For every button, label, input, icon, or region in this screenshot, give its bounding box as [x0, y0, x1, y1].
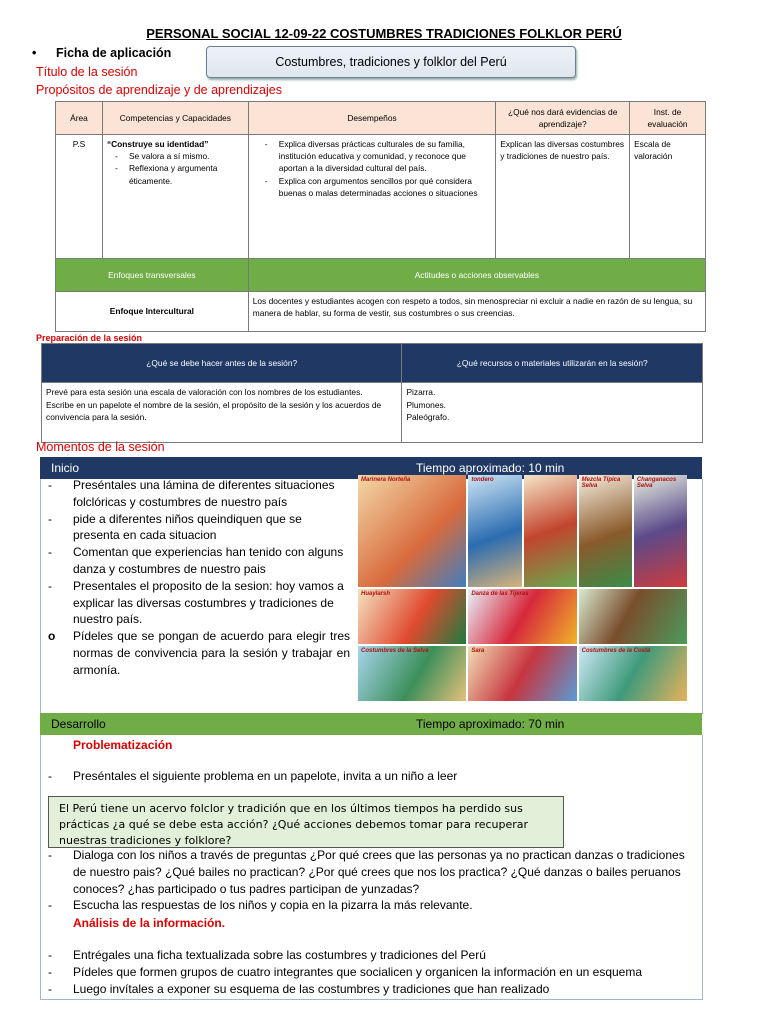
preparation-table: [41, 343, 703, 443]
bullet-icon: •: [32, 46, 37, 60]
desarrollo-bar: [40, 713, 702, 735]
list-item: - Preséntales el siguiente problema en un papelote, invita a un niño a leer: [48, 769, 458, 783]
collage-tile: Danza de las Tijeras: [468, 589, 576, 644]
material-item: Paleógrafo.: [406, 412, 450, 423]
table-row: [42, 383, 703, 443]
session-title-label: Título de la sesión: [36, 65, 138, 79]
list-item: - Comentan que experiencias han tenido con alguns danza y costumbres de nuestro pais: [48, 545, 344, 576]
list-item: - Presentales el proposito de la sesion: hoy vamos a explicar las diversas costumbres y tradiciones de nuestro país.: [48, 578, 344, 627]
analysis-list: [40, 947, 692, 997]
collage-tile: Huaylarsh: [358, 589, 466, 644]
document-title: PERSONAL SOCIAL 12-09-22 COSTUMBRES TRADICIONES FOLKLOR PERÚ: [146, 26, 622, 41]
header-cell: ¿Qué se debe hacer antes de la sesión?: [42, 344, 402, 383]
collage-tile: Mezcla Típica Selva: [579, 475, 632, 587]
bullet-line: [32, 46, 171, 60]
header-cell: Área: [56, 102, 103, 135]
header-cell: ¿Qué nos dará evidencias de aprendizaje?: [496, 102, 630, 135]
performance-item: - Explica diversas prácticas culturales de su familia, institución educativa y comunidad, y reconoce que aportan a la diversidad cultural del país.: [279, 138, 492, 175]
list-item: - Dialoga con los niños a través de preguntas ¿Por qué crees que las personas ya no practican danzas o tradiciones de nuestro pais? ¿Qué bailes no practican? ¿Por qué crees que nos los practica? ¿Qué danzas o bailes peruanos conoces? ¿has participado o tus padres participan de yunzadas?: [48, 848, 685, 896]
header-cell: ¿Qué recursos o materiales utilizarán en la sesión?: [402, 344, 703, 383]
competence-cell: [102, 135, 248, 259]
performance-cell: [248, 135, 496, 259]
list-item: - Escucha las respuestas de los niños y copia en la pizarra la más relevante.: [48, 898, 473, 913]
before-item: Prevé para esta sesión una escala de valoración con los nombres de los estudiantes.: [46, 387, 363, 397]
header-cell: Competencias y Capacidades: [102, 102, 248, 135]
list-item: - Luego invítales a exponer su esquema de las costumbres y tradiciones que han realizado: [48, 981, 550, 996]
capacity-item: - Se valora a sí mismo.: [129, 150, 244, 162]
header-cell: Inst. de evaluación: [630, 102, 706, 135]
desarrollo-time: Tiempo aproximado: 70 min: [416, 717, 565, 731]
instrument-cell: Escala de valoración: [630, 135, 706, 259]
list-item: - Preséntales una lámina de diferentes situaciones folclóricas y costumbres de nuestro país: [48, 478, 335, 509]
list-item: - Pídeles que formen grupos de cuatro integrantes que socialicen y organicen la información en un esquema: [48, 964, 643, 979]
preparation-label: Preparación de la sesión: [36, 333, 143, 343]
list-item: o Pídeles que se pongan de acuerdo para elegir tres normas de convivencia para la sesión y trabajar en armonía.: [48, 629, 350, 677]
purposes-table: [55, 101, 706, 332]
collage-tile: Costumbres de la Costa: [579, 646, 687, 701]
problematization-label: Problematización: [73, 738, 173, 752]
inicio-time: Tiempo aproximado: 10 min: [416, 461, 565, 475]
folklore-collage-image: [358, 475, 687, 701]
materials-cell: [402, 383, 703, 443]
inicio-list: [40, 477, 350, 679]
moments-label: Momentos de la sesión: [36, 440, 165, 454]
problem-intro: [40, 768, 680, 785]
before-item: Escribe en un papelote el nombre de la sesión, el propósito de la sesión y los acuerdos de convivencia para la sesión.: [46, 399, 382, 423]
purposes-label: Propósitos de aprendizaje y de aprendizajes: [36, 83, 282, 97]
table-header-row: [42, 344, 703, 383]
collage-tile: Marinera Norteña: [358, 475, 466, 587]
material-item: Plumones.: [406, 399, 447, 410]
competence-name: “Construye su identidad”: [106, 139, 209, 149]
desarrollo-label: Desarrollo: [51, 717, 106, 731]
performance-item: - Explica con argumentos sencillos por qué considera buenas o malas determinadas acciones o situaciones: [279, 175, 492, 199]
evidence-cell: Explican las diversas costumbres y tradiciones de nuestro país.: [496, 135, 630, 259]
table-header-row: [56, 102, 706, 135]
list-item: - Entrégales una ficha textualizada sobre las costumbres y tradiciones del Perú: [48, 948, 486, 962]
capacity-item: - Reflexiona y argumenta éticamente.: [129, 162, 244, 186]
desarrollo-list: [40, 847, 692, 914]
header-cell: Actitudes o acciones observables: [248, 259, 705, 292]
before-cell: [42, 383, 402, 443]
material-item: Pizarra.: [406, 387, 436, 397]
collage-tile: Costumbres de la Selva: [358, 646, 466, 701]
area-cell: P.S: [56, 135, 103, 259]
problem-box: El Perú tiene un acervo folclor y tradición que en los últimos tiempos ha perdido sus prácticas ¿a qué se debe esta acción? ¿Qué acciones debemos tomar para recuperar nuestras tradiciones y folklore?: [48, 796, 564, 848]
transversal-header-row: [56, 259, 706, 292]
inicio-label: Inicio: [51, 461, 80, 475]
approach-cell: Enfoque Intercultural: [56, 292, 249, 332]
header-cell: Enfoques transversales: [56, 259, 249, 292]
bullet-label: Ficha de aplicación: [56, 46, 172, 60]
collage-tile: Changanacos Selva: [634, 475, 687, 587]
topic-box: Costumbres, tradiciones y folklor del Perú: [206, 46, 576, 78]
collage-tile: tondero: [468, 475, 521, 587]
header-cell: Desempeños: [248, 102, 496, 135]
list-item: - pide a diferentes niños queindiquen que se presenta en cada situacion: [48, 511, 302, 543]
collage-tile: [524, 475, 577, 587]
table-row: [56, 292, 706, 332]
collage-tile: [579, 589, 687, 644]
table-row: [56, 135, 706, 259]
attitudes-cell: Los docentes y estudiantes acogen con respeto a todos, sin menospreciar ni excluir a nadie en razón de su lengua, su manera de hablar, su forma de vestir, sus costumbres o sus creencias.: [248, 292, 705, 332]
analysis-label: Análisis de la información.: [73, 916, 226, 930]
collage-tile: Sara: [468, 646, 576, 701]
